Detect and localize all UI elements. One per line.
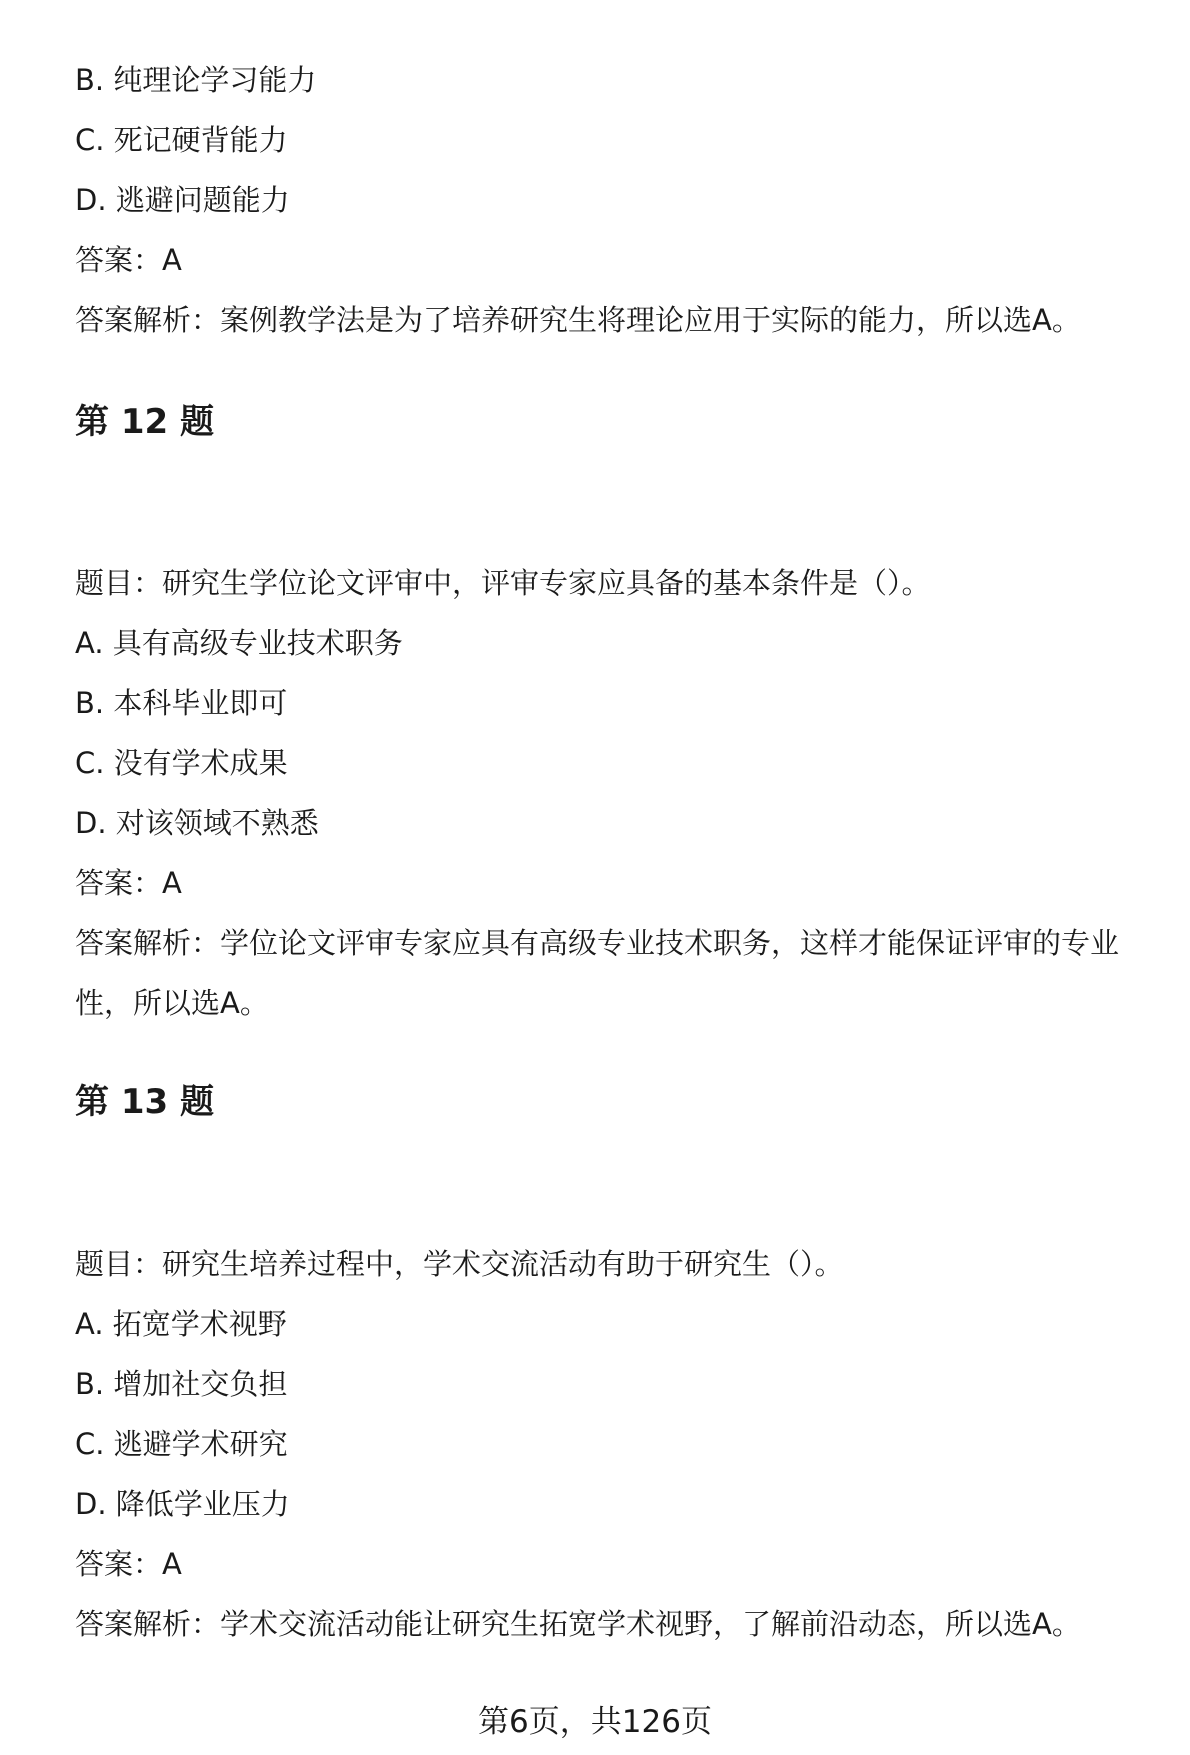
q12-option-a: A. 具有高级专业技术职务: [75, 626, 403, 660]
q11-option-b: B. 纯理论学习能力: [75, 63, 317, 97]
q13-heading: 第 13 题: [75, 1082, 214, 1122]
q12-option-d: D. 对该领域不熟悉: [75, 806, 319, 840]
q13-option-d: D. 降低学业压力: [75, 1487, 290, 1521]
q13-answer: 答案：A: [75, 1547, 182, 1581]
q12-option-b: B. 本科毕业即可: [75, 686, 288, 720]
q12-heading: 第 12 题: [75, 402, 214, 442]
q11-analysis: 答案解析：案例教学法是为了培养研究生将理论应用于实际的能力，所以选A。: [75, 303, 1081, 337]
q12-answer: 答案：A: [75, 866, 182, 900]
q13-option-a: A. 拓宽学术视野: [75, 1307, 287, 1341]
q13-analysis: 答案解析：学术交流活动能让研究生拓宽学术视野，了解前沿动态，所以选A。: [75, 1607, 1081, 1641]
q11-option-d: D. 逃避问题能力: [75, 183, 290, 217]
q13-option-b: B. 增加社交负担: [75, 1367, 288, 1401]
q13-stem: 题目：研究生培养过程中，学术交流活动有助于研究生（）。: [75, 1247, 844, 1281]
q12-stem: 题目：研究生学位论文评审中，评审专家应具备的基本条件是（）。: [75, 566, 931, 600]
q12-analysis: 答案解析：学位论文评审专家应具有高级专业技术职务，这样才能保证评审的专业性，所以选A。: [75, 926, 1120, 1020]
q13-option-c: C. 逃避学术研究: [75, 1427, 288, 1461]
page-number-footer: 第6页，共126页: [478, 1704, 712, 1740]
q12-option-c: C. 没有学术成果: [75, 746, 288, 780]
q11-answer: 答案：A: [75, 243, 182, 277]
q11-option-c: C. 死记硬背能力: [75, 123, 288, 157]
